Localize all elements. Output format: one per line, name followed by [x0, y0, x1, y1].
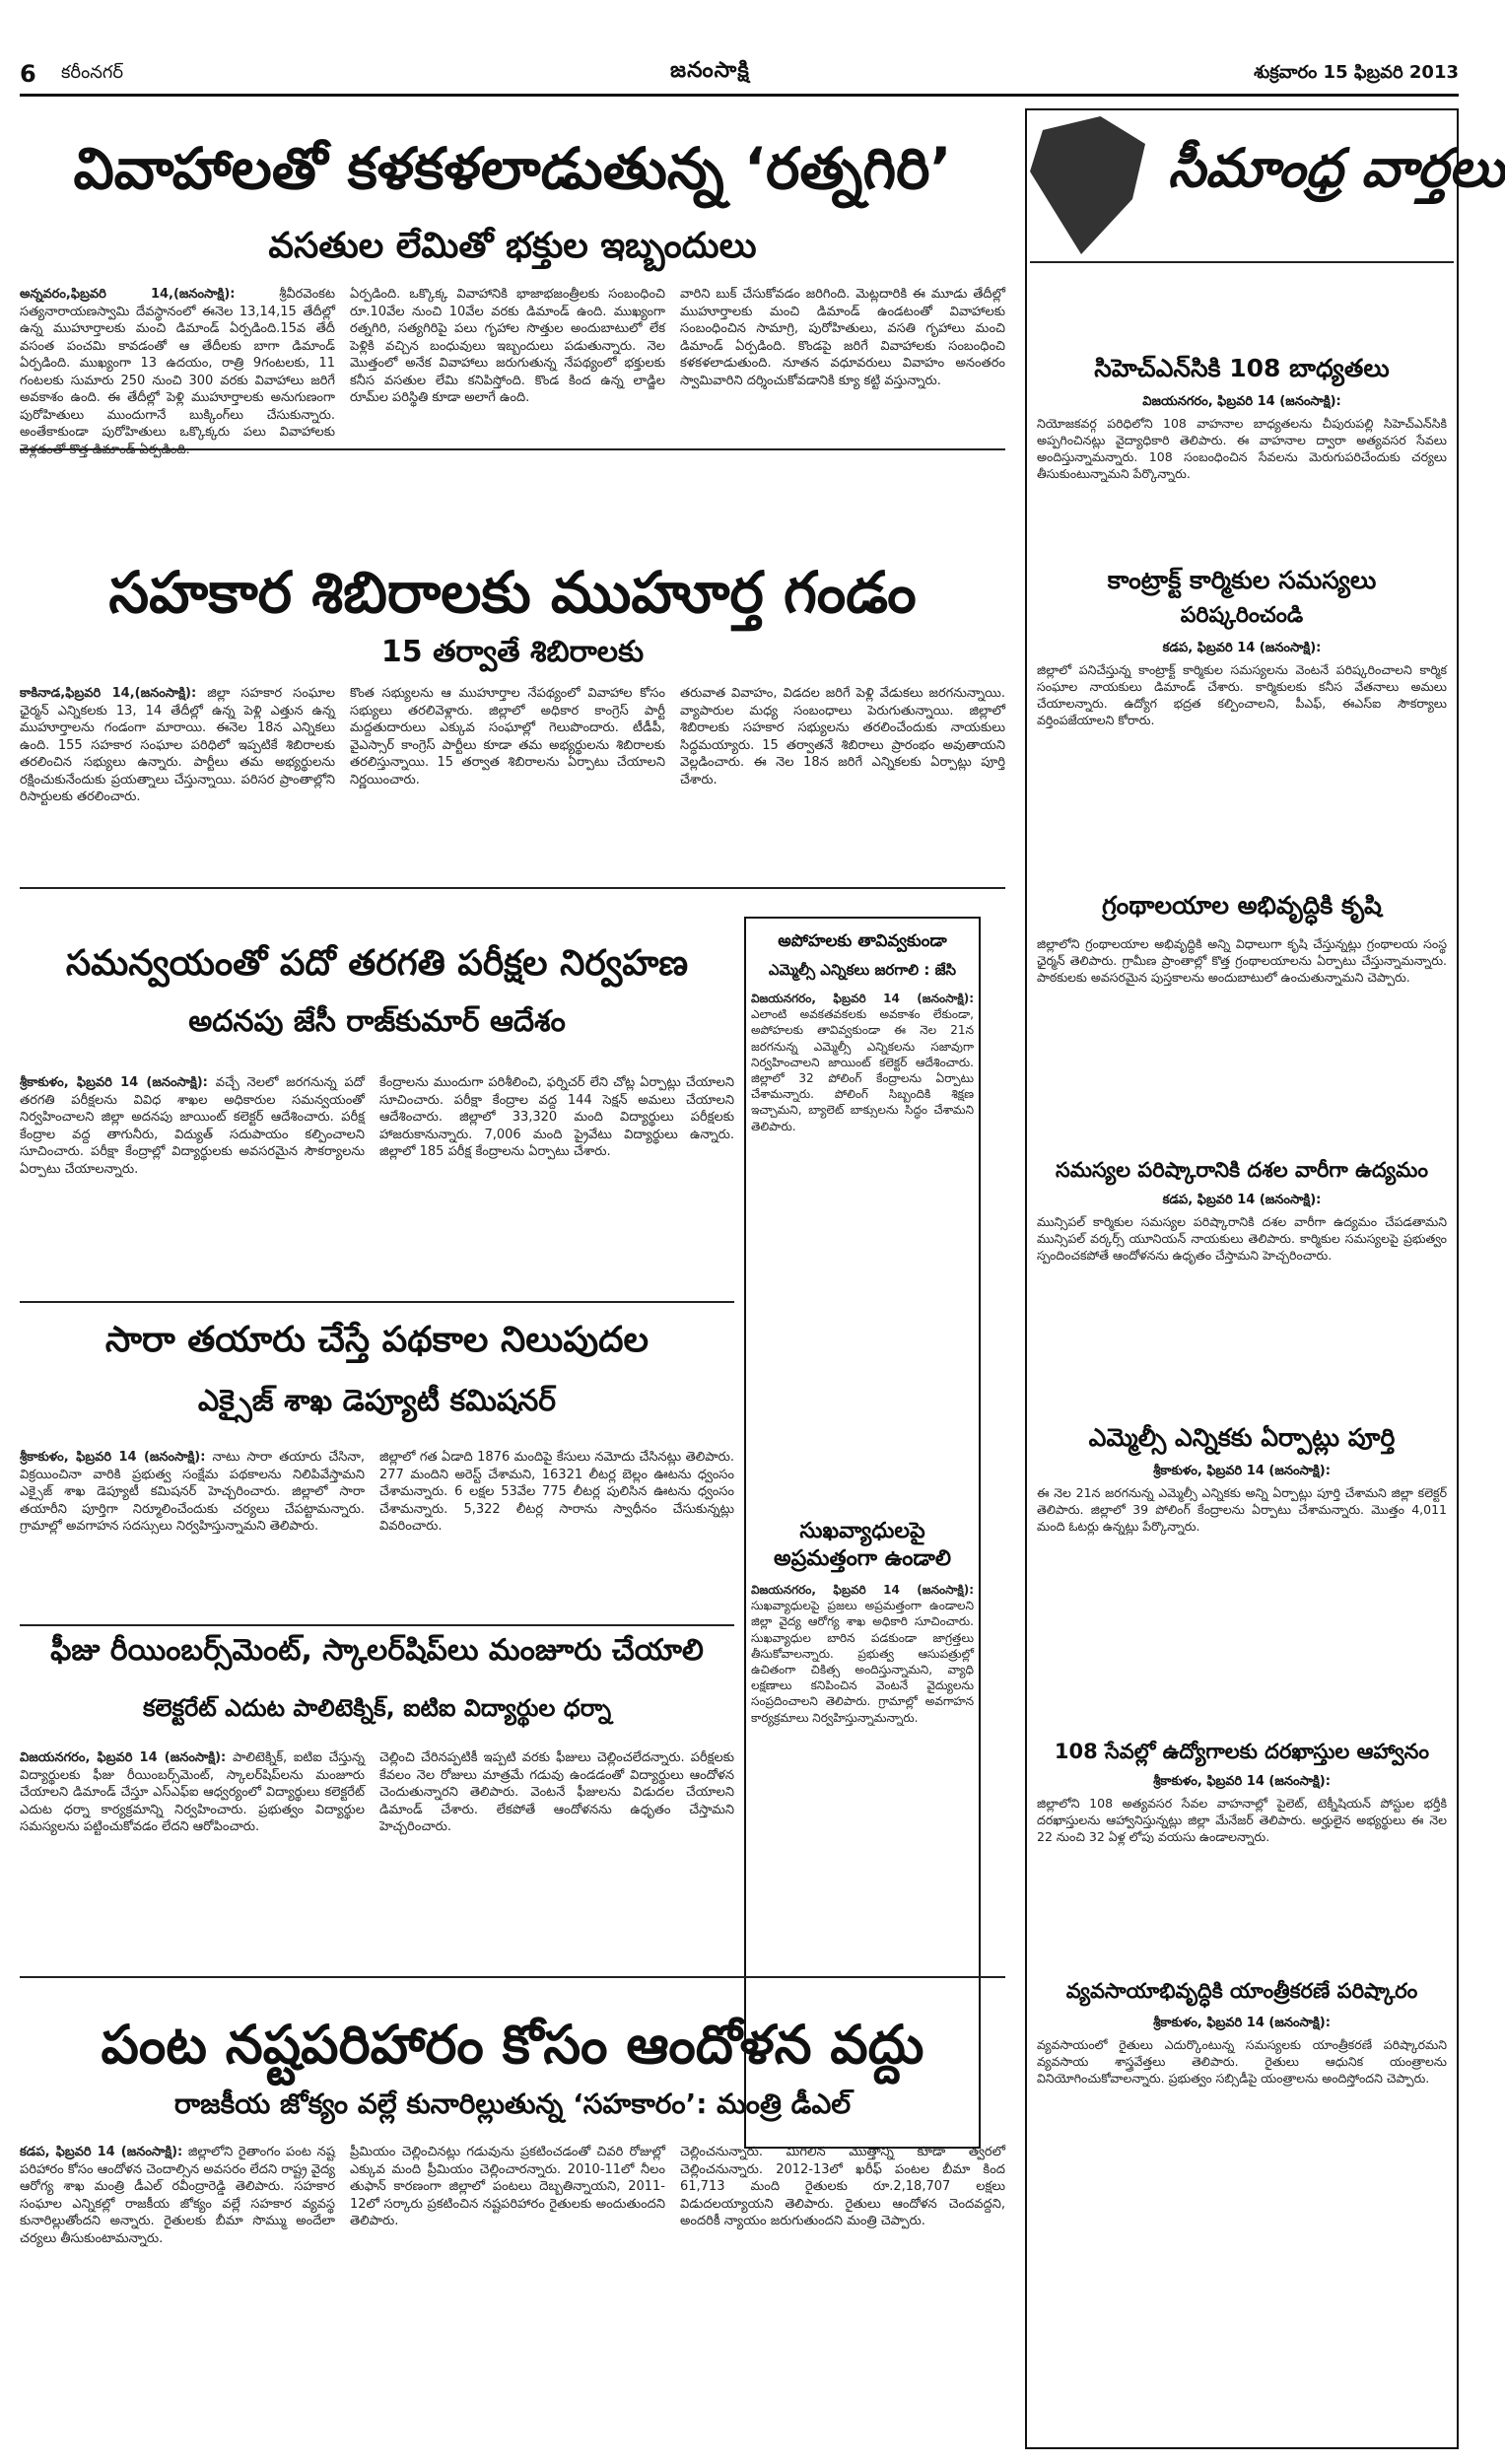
sidebar-item-7-body: వ్యవసాయంలో రైతులు ఎదుర్కొంటున్న సమస్యలకు యాంత్రీకరణే పరిష్కారమని వ్యవసాయ శాస్త్రవేత్తలు తెలిపారు. రైతులు ఆధునిక యంత్రాలను వినియోగించుకోవాలన్నారు. ప్రభుత్వం సబ్సిడీపై యంత్రాలను అందిస్తోందని చెప్పారు. — [1037, 2037, 1447, 2086]
sidebar-item-2-body: జిల్లాలో పనిచేస్తున్న కాంట్రాక్ట్ కార్మికుల సమస్యలను వెంటనే పరిష్కరించాలని కార్మిక సంఘాల నాయకులు డిమాండ్ చేశారు. కార్మికులకు కనీస వేతనాలు అమలు చేయాలన్నారు. ఉద్యోగ భద్రత కల్పించాలని, పీఎఫ్, ఈఎస్ఐ సౌకర్యాలు వర్తింపజేయాలని కోరారు. — [1037, 662, 1447, 727]
sidebar-item-7-dateline: శ్రీకాకుళం, ఫిబ్రవరి 14 (జనంసాక్షి): — [1153, 2016, 1331, 2030]
sidebar-item-6-headline: 108 సేవల్లో ఉద్యోగాలకు దరఖాస్తుల ఆహ్వానం — [1054, 1740, 1430, 1763]
story5-col1 — [20, 1749, 365, 1961]
story1-dateline: అన్నవరం,ఫిబ్రవరి 14,(జనంసాక్షి): — [20, 287, 236, 302]
sidebar-banner-title: సీమాంధ్ర వార్తలు — [1168, 136, 1505, 199]
inset-dateline2: విజయనగరం, ఫిబ్రవరి 14 (జనంసాక్షి): — [751, 1583, 974, 1597]
sidebar-item-6-dateline: శ్రీకాకుళం, ఫిబ్రవరి 14 (జనంసాక్షి): — [1153, 1774, 1331, 1789]
sidebar-item-5-body: ఈ నెల 21న జరగనున్న ఎమ్మెల్సీ ఎన్నికకు అన్ని ఏర్పాట్లు పూర్తి చేశామని జిల్లా కలెక్టర్ తెలిపారు. జిల్లాలో 39 పోలింగ్ కేంద్రాలను ఏర్పాటు చేశామన్నారు. మొత్తం 4,011 మంది ఓటర్లు ఉన్నట్లు పేర్కొన్నారు. — [1037, 1485, 1447, 1534]
story6-col1 — [20, 2144, 335, 2430]
sidebar-item-1-body: నియోజకవర్గ పరిధిలోని 108 వాహనాల బాధ్యతలను చీపురుపల్లి సిహెచ్‌ఎన్‌సికి అప్పగించినట్లు వైద్యాధికారి తెలిపారు. ఈ వాహనాల ద్వారా అత్యవసర సేవలు అందిస్తున్నామన్నారు. 108 సంబంధించిన సేవలను మెరుగుపరిచేందుకు చర్యలు తీసుకుంటున్నామని పేర్కొన్నారు. — [1037, 416, 1447, 481]
sidebar-item-3-body: జిల్లాలోని గ్రంథాలయాల అభివృద్ధికి అన్ని విధాలుగా కృషి చేస్తున్నట్లు గ్రంథాలయ సంస్థ ఛైర్మన్ తెలిపారు. గ్రామీణ ప్రాంతాల్లో కొత్త గ్రంథాలయాలను ఏర్పాటు చేస్తున్నామన్నారు. పాఠకులకు అవసరమైన పుస్తకాలను అందుబాటులో ఉంచుతున్నామని చెప్పారు. — [1037, 936, 1447, 985]
divider — [20, 448, 1005, 450]
sidebar-item-5-dateline: శ్రీకాకుళం, ఫిబ్రవరి 14 (జనంసాక్షి): — [1153, 1464, 1331, 1478]
story4-col1-text: నాటు సారా తయారు చేసినా, విక్రయించినా వారికి ప్రభుత్వ సంక్షేమ పథకాలను నిలిపివేస్తామని ఎక్సైజ్ శాఖ డెప్యూటీ కమిషనర్ హెచ్చరించారు. జిల్లాలో సారా తయారీని పూర్తిగా నిర్మూలించేందుకు చర్యలు చేపట్టామన్నారు. గ్రామాల్లో అవగాహన సదస్సులు నిర్వహిస్తున్నామని తెలిపారు. — [20, 1450, 365, 1535]
story3-subhead: అదనపు జేసీ రాజ్‌కుమార్ ఆదేశం — [188, 1004, 566, 1039]
story1-col1 — [20, 286, 335, 441]
story6-col1-text: జిల్లాలోని రైతాంగం పంట నష్ట పరిహారం కోసం ఆందోళన చెందాల్సిన అవసరం లేదని రాష్ట్ర వైద్య ఆరోగ్య శాఖ మంత్రి డీఎల్ రవీంద్రారెడ్డి తెలిపారు. సహకార సంఘాల ఎన్నికల్లో రాజకీయ జోక్యం వల్లే సహకార వ్యవస్థ కునారిల్లుతోందని అన్నారు. రైతులకు బీమా సొమ్ము అందేలా చర్యలు తీసుకుంటామన్నారు. — [20, 2145, 335, 2246]
story2-col3: తరువాత వివాహం, విడదల జరిగే పెళ్లి వేడుకలు జరగనున్నాయి. వ్యాపారుల మధ్య సంబంధాలు పెరుగుతున్నాయి. జిల్లాలో శిబిరాలకు సహకార సభ్యులను తరలించేందుకు నాయకులు సిద్ధమయ్యారు. 15 తర్వాతనే శిబిరాలు ప్రారంభం అవుతాయని వెల్లడించారు. ఈ నెల 18న జరిగే ఎన్నికలకు ఏర్పాట్లు పూర్తి చేశారు. — [680, 686, 1005, 787]
divider — [20, 1301, 734, 1303]
sidebar-item-2-dateline: కడప, ఫిబ్రవరి 14 (జనంసాక్షి): — [1162, 641, 1322, 655]
story4-headline: సారా తయారు చేస్తే పథకాల నిలుపుదల — [104, 1320, 650, 1360]
sidebar-item-7-headline: వ్యవసాయాభివృద్ధికి యాంత్రీకరణే పరిష్కారం — [1065, 1979, 1418, 2003]
divider — [20, 887, 1005, 889]
sidebar-item-3-headline: గ్రంథాలయాల అభివృద్ధికి కృషి — [1102, 891, 1382, 920]
story5-col1-text: పాలిటెక్నిక్, ఐటిఐ చేస్తున్న విద్యార్థులకు ఫీజు రీయింబర్స్‌మెంట్, స్కాలర్‌షిప్‌లను మంజూరు చేయాలని డిమాండ్ చేస్తూ ఎస్ఎఫ్ఐ ఆధ్వర్యంలో విద్యార్థులు కలెక్టరేట్ ఎదుట ధర్నా కార్యక్రమాన్ని నిర్వహించారు. ప్రభుత్వం విద్యార్థుల సమస్యలను పట్టించుకోవడం లేదని ఆరోపించారు. — [20, 1750, 365, 1835]
story3-dateline: శ్రీకాకుళం, ఫిబ్రవరి 14 (జనంసాక్షి): — [20, 1075, 208, 1090]
sidebar-item-1-headline: సిహెచ్‌ఎన్‌సికి 108 బాధ్యతలు — [1094, 354, 1390, 382]
inset-headline2: సుఖవ్యాధులపై అప్రమత్తంగా ఉండాలి — [774, 1519, 951, 1571]
story3-col2: కేంద్రాలను ముందుగా పరిశీలించి, ఫర్నిచర్ లేని చోట్ల ఏర్పాట్లు చేయాలని సూచించారు. పరీక్షా కేంద్రాల వద్ద 144 సెక్షన్ అమలు చేయాలని ఆదేశించారు. జిల్లాలో 33,320 మంది విద్యార్థులు పరీక్షలకు హాజరుకానున్నారు. 7,006 మంది ప్రైవేటు విద్యార్థులు ఉన్నారు. జిల్లాలో 185 పరీక్ష కేంద్రాలను ఏర్పాటు చేశారు. — [379, 1075, 734, 1160]
sidebar-item-5-headline: ఎమ్మెల్సీ ఎన్నికకు ఏర్పాట్లు పూర్తి — [1088, 1423, 1396, 1452]
story1-headline: వివాహాలతో కళకళలాడుతున్న ‘రత్నగిరి’ — [73, 135, 952, 202]
story6-col2: ప్రీమియం చెల్లించినట్లు గడువును ప్రకటించడంతో చివరి రోజుల్లో ఎక్కువ మంది ప్రీమియం చెల్లించారన్నారు. 2010-11లో నీలం తుఫాన్ కారణంగా జిల్లాలో పంటలు దెబ్బతిన్నాయని, 2011-12లో సర్కారు ప్రకటించిన నష్టపరిహారం రైతులకు అందుతుందని తెలిపారు. — [350, 2145, 665, 2229]
story5-headline: ఫీజు రీయింబర్స్‌మెంట్, స్కాలర్‌షిప్‌లు మంజూరు చేయాలి — [50, 1633, 704, 1668]
story3-headline: సమన్వయంతో పదో తరగతి పరీక్షల నిర్వహణ — [65, 943, 689, 984]
story2-dateline: కాకినాడ,ఫిబ్రవరి 14,(జనంసాక్షి): — [20, 686, 197, 701]
story6-headline: పంట నష్టపరిహారం కోసం ఆందోళన వద్దు — [101, 2014, 924, 2076]
story2-col1-text: జిల్లా సహకార సంఘాల ఛైర్మన్ ఎన్నికలకు 13, 14 తేదీల్లో ఉన్న పెళ్లి ఎత్తున ఉన్న ముహూర్తాలను గండంగా మారాయి. ఈనెల 18న ఎన్నికలు ఉంది. 155 సహకార సంఘాల పరిధిలో ఇప్పటికే శిబిరాలకు తరలించిన సభ్యులు ఉన్నారు. పార్టీలు తమ అభ్యర్థులను రక్షించుకునేందుకు ప్రయత్నాలు చేస్తున్నాయి. పరిసర ప్రాంతాల్లోని రిసార్టులకు తరలించారు. — [20, 686, 335, 805]
divider — [20, 1976, 1005, 1978]
story2-col2: కొంత సభ్యులను ఆ ముహూర్తాల నేపథ్యంలో వివాహాల కోసం సభ్యులు తరలివెళ్లారు. జిల్లాలో అధికార కాంగ్రెస్ పార్టీ మద్దతుదారులు ఎక్కువ సంఘాల్లో గెలుపొందారు. టీడీపీ, వైఎస్సార్ కాంగ్రెస్ పార్టీలు కూడా తమ అభ్యర్థులను శిబిరాలకు తరలిస్తున్నాయి. 15 తర్వాత శిబిరాలను ఏర్పాటు చేయాలని నిర్ణయించారు. — [350, 686, 665, 787]
sidebar-item-4-body: మున్సిపల్ కార్మికుల సమస్యల పరిష్కారానికి దశల వారీగా ఉద్యమం చేపడతామని మున్సిపల్ వర్కర్స్ యూనియన్ నాయకులు తెలిపారు. కార్మికుల సమస్యలపై ప్రభుత్వం స్పందించకపోతే ఆందోళనను ఉధృతం చేస్తామని హెచ్చరించారు. — [1037, 1214, 1447, 1263]
story2-subhead: 15 తర్వాతే శిబిరాలకు — [380, 635, 645, 669]
inset-dateline: విజయనగరం, ఫిబ్రవరి 14 (జనంసాక్షి): — [751, 992, 974, 1005]
state-map-icon — [1030, 116, 1158, 254]
sidebar-item-6-body: జిల్లాలోని 108 అత్యవసర సేవల వాహనాల్లో పైలెట్, టెక్నీషియన్ పోస్టుల భర్తీకి దరఖాస్తులను ఆహ్వానిస్తున్నట్లు జిల్లా మేనేజర్ తెలిపారు. అర్హులైన అభ్యర్థులు ఈ నెల 22 నుంచి 32 ఏళ్ల లోపు వయసు ఉండాలన్నారు. — [1037, 1796, 1447, 1844]
story3-col1-text: వచ్చే నెలలో జరగనున్న పదో తరగతి పరీక్షలను వివిధ శాఖల అధికారుల సమన్వయంతో నిర్వహించాలని జిల్లా అదనపు జాయింట్ కలెక్టర్ ఆదేశించారు. పరీక్ష కేంద్రాల వద్ద తాగునీరు, విద్యుత్ సదుపాయం కల్పించాలని సూచించారు. పరీక్షా కేంద్రాల్లో విద్యార్థులకు అవసరమైన సౌకర్యాలను ఏర్పాటు చేయాలన్నారు. — [20, 1075, 365, 1177]
sidebar-item-2-subhead: పరిష్కరించండి — [1180, 603, 1304, 628]
story2-col1 — [20, 685, 335, 872]
sidebar-banner — [1030, 116, 1505, 254]
story6-subhead: రాజకీయ జోక్యం వల్లే కునారిల్లుతున్న ‘సహకారం’: మంత్రి డీఎల్ — [173, 2088, 852, 2120]
sidebar-item-2-headline: కాంట్రాక్ట్ కార్మికుల సమస్యలు — [1107, 566, 1377, 594]
edition-name: కరీంనగర్ — [61, 62, 123, 83]
inset-body-text: ఎలాంటి అవకతవకలకు అవకాశం లేకుండా, అపోహలకు తావివ్వకుండా ఈ నెల 21న జరగనున్న ఎమ్మెల్సీ ఎన్నికలను సజావుగా నిర్వహించాలని జాయింట్ కలెక్టర్ ఆదేశించారు. జిల్లాలో 32 పోలింగ్ కేంద్రాలను ఏర్పాటు చేశామన్నారు. పోలింగ్ సిబ్బందికి శిక్షణ ఇచ్చామని, బ్యాలెట్ బాక్సులను సిద్ధం చేశామని తెలిపారు. — [751, 1007, 974, 1133]
story1-col3: వారిని బుక్ చేసుకోవడం జరిగింది. మెట్లదారికి ఈ మూడు తేదీల్లో ముహూర్తాలకు మంచి డిమాండ్‌ ఉండటంతో వివాహాలకు సంబంధించిన సామాగ్రి, పురోహితులు, వసతి గృహాలు మంచి డిమాండ్ ఏర్పడింది. కొండపై జరిగే వివాహాలకు సంబంధించి కళకళలాడుతుంది. నూతన వధూవరులు వివాహం అనంతరం స్వామివారిని దర్శించుకోవడానికి క్యూ కట్టి వస్తున్నారు. — [680, 287, 1005, 388]
inset-headline: అపోహలకు తావివ్వకుండా — [778, 931, 947, 951]
story1-col2: ఏర్పడింది. ఒక్కొక్క వివాహానికి భాజాభజంత్రీలకు సంబంధించి రూ.10వేల నుంచి 10వేల వరకు డిమాండ్‌ ఉంది. ముఖ్యంగా రత్నగిరి, సత్యగిరిపై పలు గృహాల సొత్తుల అందుబాటులో లేక పెళ్లికి వచ్చిన బంధువులు ఇబ్బందులు పడుతున్నారు. నెల మొత్తంలో అనేక వివాహాలు జరుగుతున్న నేపథ్యంలో భక్తులకు కనీస వసతుల లేమి కనిపిస్తోంది. కొండ కింద ఉన్న లాడ్జిల రూమ్‌ల పరిస్థితి కూడా అలాగే ఉంది. — [350, 287, 665, 406]
sidebar-item-4-headline: సమస్యల పరిష్కారానికి దశల వారీగా ఉద్యమం — [1056, 1158, 1428, 1182]
story2-headline: సహకార శిబిరాలకు ముహూర్త గండం — [108, 559, 917, 626]
story4-dateline: శ్రీకాకుళం, ఫిబ్రవరి 14 (జనంసాక్షి): — [20, 1450, 206, 1465]
story1-subhead: వసతుల లేమితో భక్తుల ఇబ్బందులు — [268, 226, 757, 266]
story4-col1 — [20, 1449, 365, 1616]
sidebar-item-4-dateline: కడప, ఫిబ్రవరి 14 (జనంసాక్షి): — [1162, 1193, 1322, 1207]
story4-subhead: ఎక్సైజ్ శాఖ డెప్యూటీ కమిషనర్ — [197, 1384, 557, 1418]
story5-dateline: విజయనగరం, ఫిబ్రవరి 14 (జనంసాక్షి): — [20, 1750, 227, 1765]
page-number: 6 — [20, 60, 36, 88]
paper-logo: జనంసాక్షి — [670, 58, 750, 83]
divider — [20, 1624, 734, 1626]
story5-col2: చెల్లించి చేరినప్పటికీ ఇప్పటి వరకు ఫీజులు చెల్లించలేదన్నారు. పరీక్షలకు కేవలం నెల రోజులు మాత్రమే గడువు ఉండడంతో విద్యార్థులు ఆందోళన చెందుతున్నారని తెలిపారు. వెంటనే ఫీజులను విడుదల చేయాలని డిమాండ్ చేశారు. లేకపోతే ఆందోళనను ఉధృతం చేస్తామని హెచ్చరించారు. — [379, 1750, 734, 1835]
story1-col1-text: శ్రీవీరవెంకట సత్యనారాయణస్వామి దేవస్థానంలో ఈనెల 13,14,15 తేదీల్లో ఉన్న ముహూర్తాలకు మంచి డిమాండ్ ఏర్పడింది.15వ తేదీ వసంత పంచమి కావడంతో ఆ తేదీలకు బాగా డిమాండ్ ఏర్పడింది. ముఖ్యంగా 13 ఉదయం, రాత్రి 9గంటలకు, 11 గంటలకు సుమారు 250 నుంచి 300 వరకు వివాహాలు జరిగే అవకాశం ఉంది. ఈ తేదీల్లో పెళ్లి ముహూర్తాలకు అనుగుణంగా పురోహితులు ముందుగానే బుక్కింగ్‌లు చేసుకున్నారు. అంతేకాకుండా పురోహితులు ఒక్కొక్కరు పలు వివాహాలకు — [20, 287, 335, 441]
story4-col2: జిల్లాలో గత ఏడాది 1876 మందిపై కేసులు నమోదు చేసినట్లు తెలిపారు. 277 మందిని అరెస్ట్ చేశామని, 16321 లీటర్ల బెల్లం ఊటను ధ్వంసం చేశామన్నారు. 6 లక్షల 53వేల 775 లీటర్ల పులిసిన ఊటను ధ్వంసం చేశామన్నారు. 5,322 లీటర్ల సారాను స్వాధీనం చేసుకున్నట్లు వివరించారు. — [379, 1450, 734, 1535]
inset-body — [751, 991, 974, 1508]
masthead — [20, 54, 1459, 97]
divider — [1030, 261, 1454, 263]
story6-dateline: కడప, ఫిబ్రవరి 14 (జనంసాక్షి): — [20, 2145, 183, 2159]
story6-col3: చెల్లించనున్నారు. మిగిలిన మొత్తాన్ని కూడా త్వరలో చెల్లించనున్నారు. 2012-13లో ఖరీఫ్ పంటల బీమా కింద 61,713 మంది రైతులకు రూ.2,18,707 లక్షలు విడుదలయ్యాయని తెలిపారు. రైతులు ఆందోళన చెందవద్దని, అందరికీ న్యాయం జరుగుతుందని మంత్రి చెప్పారు. — [680, 2145, 1005, 2229]
sidebar-item-1-dateline: విజయనగరం, ఫిబ్రవరి 14 (జనంసాక్షి): — [1142, 394, 1341, 409]
inset-subhead: ఎమ్మెల్సీ ఎన్నికలు జరగాలి : జేసి — [768, 961, 957, 979]
story5-subhead: కలెక్టరేట్ ఎదుట పాలిటెక్నిక్, ఐటిఐ విద్యార్థుల ధర్నా — [143, 1694, 611, 1722]
story3-col1 — [20, 1074, 365, 1286]
issue-date: శుక్రవారం 15 ఫిబ్రవరి 2013 — [1254, 62, 1459, 83]
inset-body2-text: సుఖవ్యాధులపై ప్రజలు అప్రమత్తంగా ఉండాలని జిల్లా వైద్య ఆరోగ్య శాఖ అధికారి సూచించారు. సుఖవ్యాధుల బారిన పడకుండా జాగ్రత్తలు తీసుకోవాలన్నారు. ప్రభుత్వ ఆసుపత్రుల్లో ఉచితంగా చికిత్స అందిస్తున్నామని, వ్యాధి లక్షణాలు కనిపించిన వెంటనే వైద్యులను సంప్రదించాలని తెలిపారు. గ్రామాల్లో అవగాహన కార్యక్రమాలు నిర్వహిస్తున్నామన్నారు. — [751, 1599, 974, 1725]
